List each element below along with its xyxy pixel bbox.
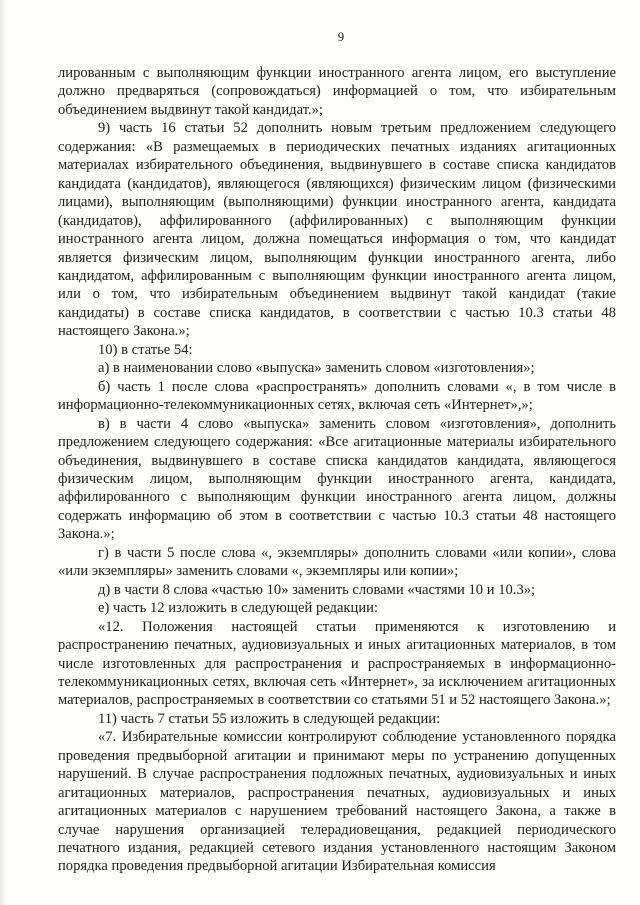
scan-shadow bbox=[0, 0, 6, 905]
paragraph-item-10: 10) в статье 54: bbox=[98, 341, 193, 358]
paragraph-subitem-e: е) часть 12 изложить в следующей редакции: bbox=[98, 600, 379, 617]
paragraph-subitem-v: в) в части 4 слово «выпуска» заменить словом «изготовления», дополнить предложением следующего содержания: «Все агитационные материалы избирательного объединения, выдвинувшего в составе списка кандидатов кандидата, являющегося физическим лицом, выполняющим функции иностранного агента, кандидата, аффилированного с выполняющим функции иностранного агента лицом, должны содержать информацию об этом в соответствии с частью 10.3 статьи 48 настоящего Закона.»; bbox=[58, 415, 616, 543]
paragraph-quote-7: «7. Избирательные комиссии контролируют соблюдение установленного порядка проведения предвыборной агитации и принимают меры по устранению допущенных нарушений. В случае распространения подложных печатных, аудиовизуальных и иных агитационных материалов, распространения печатных, аудиовизуальных и иных агитационных материалов с нарушением требований настоящего Закона, а также в случае нарушения организацией телерадиовещания, редакцией периодического печатного издания, редакцией сетевого издания установленного настоящим Законом порядка проведения предвыборной агитации Избирательная комиссия bbox=[58, 729, 616, 875]
paragraph-subitem-d: д) в части 8 слова «частью 10» заменить словами «частями 10 и 10.3»; bbox=[98, 581, 536, 598]
paragraph-item-9: 9) часть 16 статьи 52 дополнить новым третьим предложением следующего содержания: «В размещаемых в периодических печатных изданиях агитационных материалах избирательного объединения, выдвинувшего в составе списка кандидатов кандидата (кандидатов), являющегося (являющихся) физическим лицом (физическими лицами), выполняющим (выполняющими) функции иностранного агента, кандидата (кандидатов), аффилированного (аффилированных) с выполняющим функции иностранного агента лицом, должна помещаться информация о том, что кандидат является физическим лицом, выполняющим функции иностранного агента, либо кандидатом, аффилированным с выполняющим функции иностранного агента лицом, или о том, что избирательным объединением выдвинут такой кандидат (такие кандидаты) в составе списка кандидатов, в соответствии с частью 10.3 статьи 48 настоящего Закона.»; bbox=[58, 120, 616, 340]
paragraph-item-11: 11) часть 7 статьи 55 изложить в следующей редакции: bbox=[98, 710, 441, 727]
paragraph-subitem-a: а) в наименовании слово «выпуска» заменить словом «изготовления»; bbox=[98, 360, 535, 377]
paragraph-subitem-g: г) в части 5 после слова «, экземпляры» дополнить словами «или копии», слова «или экземпляры» заменить словами «, экземпляры или копии»; bbox=[58, 544, 616, 580]
paragraph-quote-12: «12. Положения настоящей статьи применяются к изготовлению и распространению печатных, аудиовизуальных и иных агитационных материалов, в том числе изготовленных для распространения и распространяемых в информационно-телекоммуникационных сетях, включая сеть «Интернет», за исключением агитационных материалов, распространяемых в соответствии со статьями 51 и 52 настоящего Закона.»; bbox=[58, 618, 616, 709]
page-number: 9 bbox=[337, 30, 345, 44]
document-body bbox=[58, 64, 616, 876]
paragraph-subitem-b: б) часть 1 после слова «распространять» дополнить словами «, в том числе в информационно-телекоммуникационных сетях, включая сеть «Интернет»,»; bbox=[58, 378, 616, 414]
paragraph-continuation: лированным с выполняющим функции иностранного агента лицом, его выступление должно предваряться (сопровождаться) информацией о том, что избирательным объединением выдвинут такой кандидат.»; bbox=[58, 65, 616, 118]
